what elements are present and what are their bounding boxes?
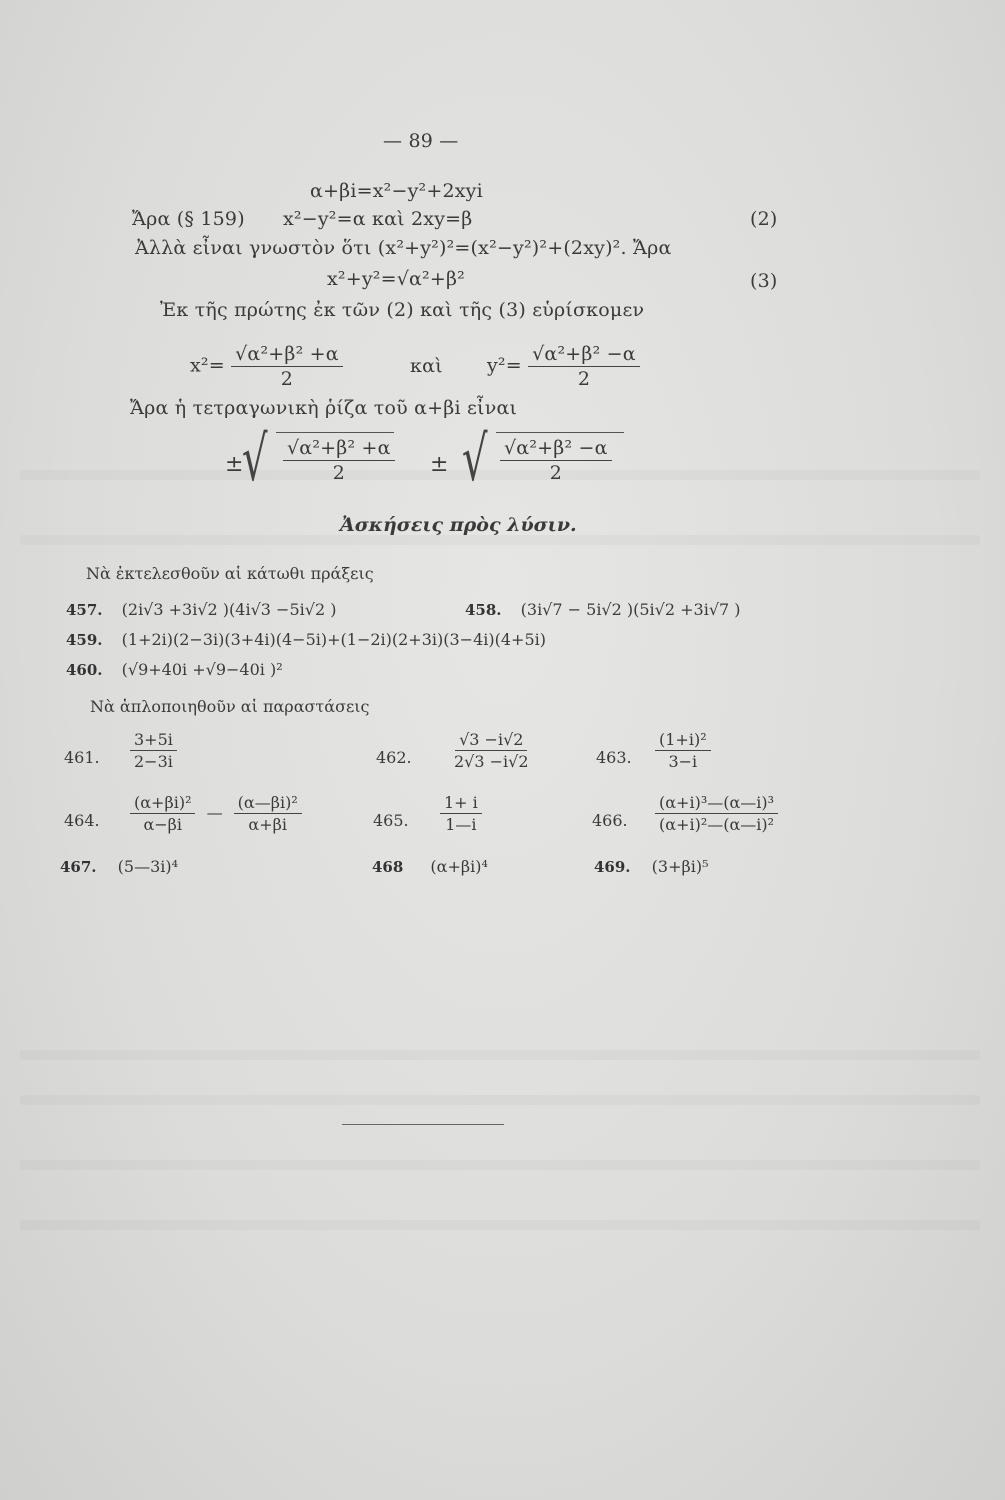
exercise-number: 458.	[465, 601, 502, 619]
numerator: √α²+β² +α	[283, 437, 395, 461]
fraction	[283, 437, 395, 484]
text-line: Ἀλλὰ εἶναι γνωστὸν ὅτι (x²+y²)²=(x²−y²)²+(2xy)². Ἄρα	[135, 237, 672, 259]
fraction	[450, 730, 533, 771]
exercise-460	[66, 660, 283, 679]
exercise-number: 461.	[64, 748, 100, 767]
root-fraction	[500, 437, 612, 484]
text-line: Ἐκ τῆς πρώτης ἐκ τῶν (2) καὶ τῆς (3) εὑρίσκομεν	[160, 299, 645, 321]
numerator: √α²+β² +α	[231, 343, 343, 367]
exercise-467	[60, 857, 178, 876]
exercise-457	[66, 600, 336, 619]
exercise-expression: (2i√3 +3i√2 )(4i√3 −5i√2 )	[121, 600, 337, 619]
instruction-text: Νὰ ἁπλοποιηθοῦν αἱ παραστάσεις	[90, 697, 370, 716]
section-end-rule	[342, 1124, 504, 1125]
numerator: √α²+β² −α	[500, 437, 612, 461]
exercise-number: 465.	[373, 811, 409, 830]
exercise-463	[655, 730, 711, 771]
equation-line: x²+y²=√α²+β²	[327, 268, 465, 290]
exercise-number: 463.	[596, 748, 632, 767]
bleed-through	[20, 1220, 980, 1230]
denominator: 2	[549, 462, 562, 484]
exercise-464	[130, 793, 302, 834]
x-squared-label: x²=	[190, 354, 225, 377]
exercise-466	[655, 793, 778, 834]
numerator: √α²+β² −α	[528, 343, 640, 367]
exercise-expression: (α+βi)⁴	[430, 857, 488, 876]
denominator: 2	[280, 368, 294, 390]
exercise-468	[372, 857, 488, 876]
minus-sign: —	[206, 803, 223, 822]
exercise-number: 460.	[66, 661, 103, 679]
text-line: Ἄρα (§ 159)	[132, 208, 245, 230]
y-squared-formula	[487, 343, 640, 390]
radical-bar	[276, 432, 394, 433]
exercise-459	[66, 630, 546, 649]
denominator: 1—i	[445, 815, 477, 834]
numerator: (α+βi)²	[130, 793, 195, 814]
exercise-462	[450, 730, 533, 771]
exercise-number: 464.	[64, 811, 100, 830]
fraction	[440, 793, 482, 834]
exercise-number: 462.	[376, 748, 412, 767]
exercise-expression: (5—3i)⁴	[117, 857, 179, 876]
x-squared-formula	[190, 343, 343, 390]
radical-bar	[496, 432, 624, 433]
fraction	[528, 343, 640, 390]
denominator: 2	[577, 368, 591, 390]
bleed-through	[20, 535, 980, 545]
and-word: καὶ	[410, 355, 443, 377]
bleed-through	[20, 1095, 980, 1105]
denominator: 2	[332, 462, 345, 484]
exercise-expression: (3+βi)⁵	[651, 857, 709, 876]
denominator: (α+i)²—(α—i)²	[659, 815, 775, 834]
fraction	[655, 730, 711, 771]
denominator: α+βi	[248, 815, 287, 834]
denominator: 3−i	[668, 752, 698, 771]
text-line: Ἄρα ἡ τετραγωνικὴ ῥίζα τοῦ α+βi εἶναι	[130, 397, 518, 419]
bleed-through	[20, 1050, 980, 1060]
denominator: 2−3i	[134, 752, 173, 771]
exercise-number: 469.	[594, 858, 631, 876]
numerator: (α+i)³—(α—i)³	[655, 793, 778, 814]
equation-line: x²−y²=α καὶ 2xy=β	[283, 208, 473, 230]
denominator: 2√3 −i√2	[454, 752, 529, 771]
fraction	[130, 730, 177, 771]
fraction	[655, 793, 778, 834]
exercise-number: 468	[372, 858, 404, 876]
root-fraction	[283, 437, 395, 484]
fraction	[231, 343, 343, 390]
fraction	[130, 793, 195, 834]
plus-minus-sign: ±	[225, 452, 244, 477]
denominator: α−βi	[143, 815, 183, 834]
exercise-465	[440, 793, 482, 834]
exercise-number: 457.	[66, 601, 103, 619]
exercise-461	[130, 730, 177, 771]
page-number: — 89 —	[383, 130, 459, 152]
exercise-number: 467.	[60, 858, 97, 876]
plus-minus-sign: ±	[430, 452, 449, 477]
y-squared-label: y²=	[487, 354, 522, 377]
numerator: (1+i)²	[655, 730, 711, 751]
exercise-expression: (3i√7 − 5i√2 )(5i√2 +3i√7 )	[520, 600, 741, 619]
bleed-through	[20, 1160, 980, 1170]
numerator: 1+ i	[440, 793, 482, 814]
exercise-458	[465, 600, 741, 619]
exercise-expression: (√9+40i +√9−40i )²	[121, 660, 283, 679]
equation-tag: (2)	[750, 208, 778, 230]
equation-tag: (3)	[750, 270, 778, 292]
instruction-text: Νὰ ἐκτελεσθοῦν αἱ κάτωθι πράξεις	[86, 564, 374, 583]
equation-line: α+βi=x²−y²+2xyi	[310, 180, 483, 202]
radical-sign: √	[461, 422, 488, 495]
numerator: √3 −i√2	[455, 730, 527, 751]
exercises-heading: Ἀσκήσεις πρὸς λύσιν.	[340, 514, 577, 536]
fraction	[234, 793, 302, 834]
exercise-number: 459.	[66, 631, 103, 649]
exercise-number: 466.	[592, 811, 628, 830]
exercise-expression: (1+2i)(2−3i)(3+4i)(4−5i)+(1−2i)(2+3i)(3−4i)(4+5i)	[121, 630, 546, 649]
fraction	[500, 437, 612, 484]
numerator: (α—βi)²	[234, 793, 302, 814]
radical-sign: √	[241, 422, 268, 495]
exercise-469	[594, 857, 709, 876]
numerator: 3+5i	[130, 730, 177, 751]
